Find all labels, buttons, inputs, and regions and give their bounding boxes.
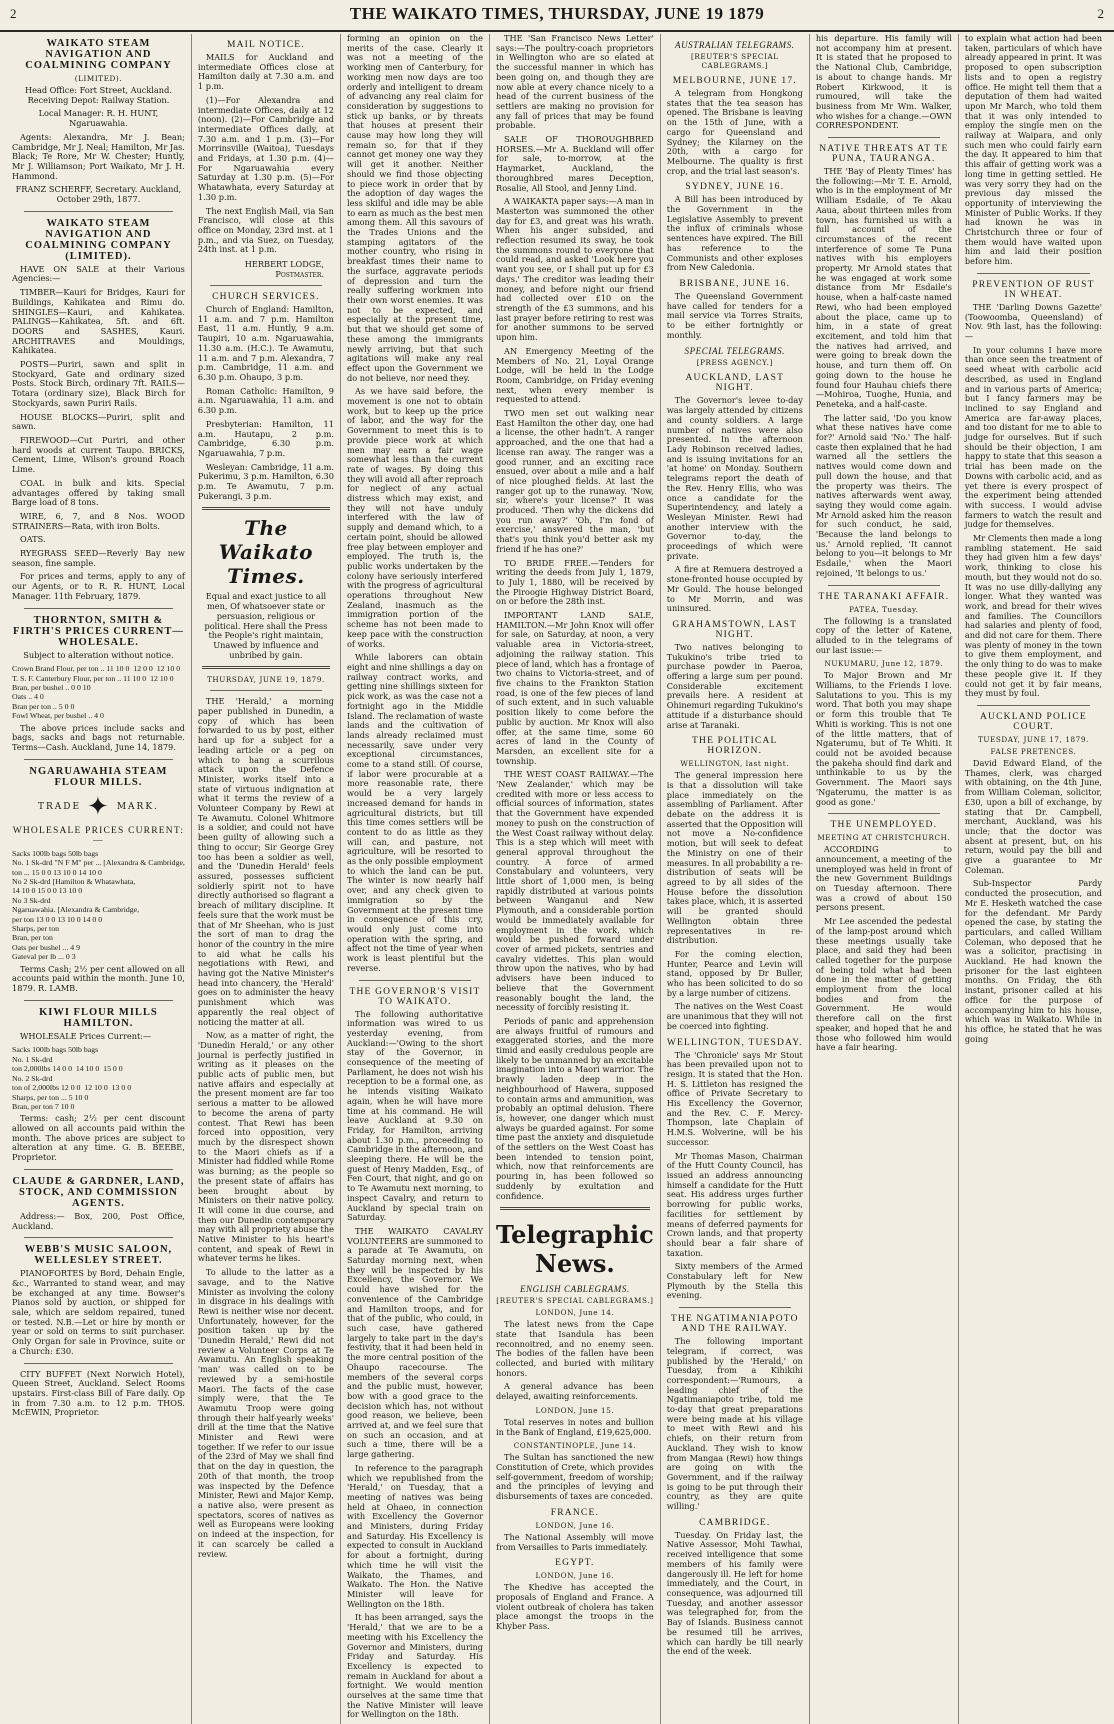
london-text-4: The Khedive has accepted the proposals of England and France. A violent outbreak of cholera has taken place amongst the troops in the Khyber Pass. — [496, 1582, 654, 1632]
special-telegrams-heading: SPECIAL TELEGRAMS. — [684, 346, 786, 357]
france-heading: FRANCE. — [550, 1507, 600, 1518]
thornton-prices: Crown Brand Flour, per ton .. 11 10 0 12 0 0 12 10 0 T. S. F. Canterbury Flour, per ton .. 11 10 0 12 10 0 Bran, per bushel .. 0 0 10 Oats .. 4 0 Bran per ton .. 5 0 0 Fowl Wheat, per bushel .. 4 0 — [12, 664, 181, 721]
local-para-9: Periods of panic and apprehension are always fruitful of rumours and exaggerated stories, and the more timid and easily credulous people are likely to be unmanned by an excitable imagination into a Maori warrior. The brawly laden deep in the neighbourhood of Hawera, supposed to contain arms and ammunition, was probably an optimal delusion. There is, however, one danger which must always be guarded against. For some time past the anxiety and disquietude of the settlers on the West Coast has been intended to tension point, which, now that reinforcements are pouring in, has been followed so suddenly by exultation and confidence. — [496, 1015, 654, 1201]
kiwi-intro: WHOLESALE Prices Current:— — [20, 1030, 152, 1041]
church-p3: Presbyterian: Hamilton, 11 a.m. Hautapu, 2 p.m. Cambridge, 6.30 p.m. Ngaruawahia, 7 p.m. — [197, 418, 334, 458]
brisbane-text: The Queensland Government have called for tenders for a mail service via Torres Straits, to be either fortnightly or monthly. — [666, 290, 803, 340]
sale-oats: OATS. — [20, 534, 46, 545]
secretary: FRANZ SCHERFF, Secretary. Auckland, October 29th, 1877. — [15, 184, 182, 205]
page-number-left: 2 — [10, 6, 17, 21]
columns — [6, 33, 1108, 1720]
governor-p1: The following authoritative information was wired to us yesterday evening, from Auckland:—'Owing to the short stay of the Governor, in consequence of the meeting of Parliament, he does not wish his reception to be a formal one, as he intends visiting Waikato again, when he will have more time at his command. He will leave Auckland at 9.30 on Friday, for Hamilton, arriving about 1.30 p.m., proceeding to Cambridge in the afternoon, and sleeping there. He will be the guest of Henry Madden, Esq., of Fen Court, that night, and go on to Te Awamutu next morning, to inspect Cavalry, and return to Auckland by special train on Saturday. — [346, 1008, 484, 1223]
mail-notice-p1: MAILS for Auckland and intermediate Offices close at Hamilton daily at 7.30 a.m. and 1 p.m. — [197, 52, 334, 92]
unemployed-continued: to explain what action had been taken, particulars of which have already appeared in print. It was proposed to open subscription lists and to open a registry office. He might tell them that a deputation of them had waited upon Mr March, who told them that it was only intended to employ the single men on the railway at Waipara, and only such men who could fairly earn the day. It appeared to him that this affair of getting work was a long time in getting settled. He was very sorry they had on the previous day missed the opportunity of interviewing the Minister of Public Works. If they had known he was in Christchurch three or four of them would have waited upon him and laid their position before him. — [964, 33, 1102, 267]
divider — [24, 608, 173, 609]
kiwi-prices: Sacks 100lb bags 50lb bags No. 1 Sk-drd ton 2,000lbs 14 0 0 14 10 0 15 0 0 No. 2 Sk-drd ton of 2,000lbs 12 0 0 12 10 0 13 0 0 Sharps, per ton ... 5 10 0 Bran, per ton 7 10 0 — [12, 1045, 132, 1111]
wellington-dateline: WELLINGTON, TUESDAY. — [666, 1037, 803, 1048]
kiwi-heading: KIWI FLOUR MILLS HAMILTON. — [39, 1006, 158, 1029]
divider — [24, 1363, 173, 1364]
sydney-dateline: SYDNEY, JUNE 16. — [685, 182, 785, 193]
ngaru-mills-heading: NGARUAWAHIA STEAM FLOUR MILLS. — [29, 765, 168, 788]
trademark-right: MARK. — [116, 801, 159, 812]
political-horizon-heading: THE POLITICAL HORIZON. — [692, 736, 778, 757]
trademark-emblem-icon: ✦ — [87, 791, 111, 822]
unemployed-heading: THE UNEMPLOYED. — [830, 820, 938, 831]
unemployed-subheading: MEETING AT CHRISTCHURCH. — [817, 833, 951, 843]
police-court-subheading: FALSE PRETENCES. — [990, 747, 1077, 756]
column-7 — [959, 34, 1108, 1724]
rust-text-2: In your columns I have more than once seen the treatment of seed wheat with carbolic acid described, as used in England and in various parts of America; but I fancy farmers may be inclined to say England and America are far-away places, and too distant for me to able to judge for ourselves. But if such should be their objection, I am happy to state that this season a trial has been made on the Downs with carbolic acid, and as yet there is every prospect of the experiment being attended with success. I would advise farmers to watch the result and judge for themselves. — [964, 344, 1102, 530]
taranaki-letter: To Major Brown and Mr Williams, to the Friends I love. Salutations to you. This is my word. That both you may shape or form this trouble that Te Whiti is working. This is not one of the little matters, that of Ngaterumu, but of Te Whiti. It could not be avoided because the pakeha should find dark and unthinkable to us by the Government. The Maori says 'Ngaterumu, the matter is as good as gone.' — [815, 670, 952, 807]
column-1 — [6, 34, 192, 1724]
melbourne-text: A telegram from Hongkong states that the tea season has opened. The Brisbane is leaving on the 15th of June, with a cargo for Queensland and Sydney; the Kilarney on the 20th, with a cargo for Melbourne. The quality is first crop, and the trial last season's. — [666, 88, 803, 176]
governor-p3: In reference to the paragraph which we republished from the 'Herald,' on Tuesday, that a meeting of natives was being held at Ohaeo, in connection with Excellency the Governor and Ministers, during Friday and Saturday. His Excellency is expected to consult in Auckland for about a fortnight, during which time he will visit the Waikato, the Thames, and Waikato. The Hon. the Native Minister will leave for Wellington on the 18th. — [346, 1462, 484, 1609]
editorial-p1: THE 'Herald,' a morning paper published in Dunedin, a copy of which has been forwarded to us by post, either hard up for a subject for a leading article or a peg on which to hang a scurrilous attack upon the Defence Minister, works itself into a state of virtuous indignation at what it terms the review of a Volunteer Company by Rewi at Te Awamutu. Colonel Whitmore is a soldier, and could not have been guilty of allowing such a thing to occur; Sir George Grey too has been a soldier as well, and the 'Dunedin Herald' feels assured, possesses sufficient soldierly spirit not to have directly authorised so flagrant a breach of military discipline. It feels sure that the work must be that of Mr Sheehan, who is just the sort of man to drag the honor of the country in the mire to aid what he calls his negotiations with Rewi, and having got the Native Minister's head into chancery, the 'Herald' goes on to administer the heavy punishment which was apparently the real object of noticing the matter at all. — [197, 696, 334, 1027]
english-cablegrams-heading: ENGLISH CABLEGRAMS. — [519, 1284, 630, 1295]
wellington-text: The 'Chronicle' says Mr Stout has been prevailed upon not to resign. It is stated that the Hon. H. S. Littleton has resigned the office of Private Secretary to His Excellency the Governor, and the Rev. C. F. Mercy-Thompson, late Chaplain of H.M.S. Wolverine, will be his successor. — [666, 1049, 803, 1147]
local-para-8: THE WEST COAST RAILWAY.—The 'New Zealander,' which may be credited with more or less access to official sources of information, states that the Government have expended money to push on the construction of the West Coast railway without delay. This is a step which will meet with general approval throughout the country. A force of armed Constabulary and volunteers, very little short of 1,000 men, is being rapidly distributed at various points between Wanganui and New Plymouth, and a considerable portion would be immediately available for employment in the work, which would be pushed forward under cover of armed pickets, sentries and cavalry videttes. This plan would throw upon the natives, who by had advisers have been induced to believe that the Government reasonably bought the land, the necessity of forcibly resisting it. — [496, 769, 654, 1013]
column-3 — [341, 34, 490, 1724]
divider — [24, 211, 173, 212]
auckland-text: The Governor's levee to-day was largely attended by citizens and county soldiers. A large number of natives were also presented. In the afternoon Lady Robinson received ladies, and is issuing invitations for an 'at home' on Monday. Southern telegrams report the death of the Rev. Henry Ellis, who was once a candidate for the Superintendency, and lately a Wesleyan Minister. Rewi had another interview with the Governor to-day, the proceedings of which were private. — [666, 395, 803, 561]
sale-posts: POSTS—Puriri, sawn and split in Stockyard, Gate and ordinary sized Posts. Stock Birch, ordinary 7ft. RAILS—Totara (ordinary size), Black Birch for Stockyards, sawn Puriri Rails. — [12, 359, 185, 408]
editorial-p4: forming an opinion on the merits of the case. Clearly it was not a meeting of the working men of Canterbury, for working men now days are too orderly and intelligent to dream of advancing any real claim for consideration by suggestions to stick up banks, or by threats that houses at present their cause may how long they will remain so, for that if they cannot get money one way they will get it another. Neither should we find those objecting to piece work in order that by the adoption of day wages the less skilful and idle may be able to earn as much as the best men among them. All this savours of the Trades Unions and the stamping agitators of the mother country, who rising in breakfast times their name to the surface, aggravate periods of depression and turn the really suffering workmen into their own worst enemies. It was not to be expected, and especially at the present time, but that we should get some of these among the immigrants newly arriving, but that such agitations will make any real effect upon the Government we do not believe, nor need they. — [346, 33, 484, 383]
claude-address: Address:— Box, 200, Post Office, Auckland. — [12, 1210, 185, 1231]
rust-text-3: Mr Clements then made a long rambling statement. He said they had given him a few days' work, thinking to close his mouth, but they would not do so. It was no use dilly-dallying any longer. What they wanted was work, and bread for their wives and families. The Councillors had salaries and plenty of food, and did not care for them. There was plenty of money in the town to give them employment, and the only thing to do was to make these people give it. If they could not get it by fair means, they must by foul. — [964, 533, 1102, 699]
unemployed-text: ACCORDING to announcement, a meeting of the unemployed was held in front of the new Government Buildings on Tuesday afternoon. There was a crowd of about 150 persons present. — [815, 844, 952, 913]
trademark-left: TRADE — [37, 801, 82, 812]
native-threats-text: THE 'Bay of Plenty Times' has the following:—Mr T. E. Arnold, who is in the employment of Mr William Esdaile, of Te Akau Aaua, about thirteen miles from town, has furnished us with a full account of the circumstances of the recent interference of some Te Puna natives with his employers property. Mr Arnold states that he was engaged at work some distance from Mr Esdaile's house, when a half-caste named Rewi, who had been employed about the place, came up to him, in a state of great excitement, and told him that the natives had arrived, and were going to break down the house, and turn them off. On going down to the house he found four Hauhau chiefs there—Mohiroa, Tuoghe, Hunia, and Peneteka, and a half-caste. — [815, 166, 952, 409]
sale-firewood: FIREWOOD—Cut Puriri, and other hard woods at current Taupo. BRICKS, Cement, Lime, Wilson's ground Roach Lime. — [12, 434, 185, 475]
cablegram-source: [REUTER'S SPECIAL CABLEGRAMS.] — [496, 1296, 654, 1306]
divider — [977, 705, 1090, 706]
mail-notice-signature: HERBERT LODGE, Postmaster. — [244, 259, 324, 280]
divider — [24, 759, 173, 760]
wellington-text-2: Mr Thomas Mason, Chairman of the Hutt County Council, has issued an address announcing himself a candidate for the Hutt seat. His address urges further borrowing for public works, facilities for settlement by means of deferred payments for Crown lands, and that property should bear a fair share of taxation. — [666, 1150, 803, 1258]
telegraphic-news-heading: Telegraphic News. — [496, 1220, 654, 1279]
divider — [24, 1169, 173, 1170]
divider — [202, 507, 330, 510]
thornton-heading: THORNTON, SMITH & FIRTH'S PRICES CURRENT—WHOLESALE. — [13, 614, 184, 648]
sale-intro: HAVE ON SALE at their Various Agencies:— — [12, 263, 185, 284]
grahamstown-dateline: GRAHAMSTOWN, LAST NIGHT. — [672, 619, 798, 640]
church-p1: Church of England: Hamilton, 11 a.m. and 7 p.m. Hamilton East, 11 a.m. Huntly, 9 a.m. Taupiri, 10 a.m. Ngaruawahia, 11.30 a.m. (H.C.). Te Awamutu, 11 a.m. and 7 p.m. Alexandra, 7 p.m. Cambridge, 11 a.m. and 6.30 p.m. Ohaupo, 3 p.m. — [197, 304, 334, 382]
church-p4: Wesleyan: Cambridge, 11 a.m. Pukerimu, 3 p.m. Hamilton, 6.30 p.m. Te Awamutu, 7 p.m. Pukerangi, 3 p.m. — [197, 461, 334, 501]
constantinople-text: The Sultan has sanctioned the new Constitution of Crete, which provides self-government, freedom of worship; and the principles of levying and disbursements of taxes are conceded. — [496, 1452, 654, 1502]
wholesale-heading: WHOLESALE PRICES CURRENT:— — [12, 825, 185, 846]
church-services-heading: CHURCH SERVICES. — [212, 292, 320, 303]
column-4 — [490, 34, 661, 1724]
brisbane-dateline: BRISBANE, JUNE 16. — [679, 278, 791, 289]
page-number-right: 2 — [1097, 6, 1104, 21]
sale-ryegrass: RYEGRASS SEED—Reverly Bay new season, fine sample. — [12, 548, 185, 568]
sale-coal: COAL in bulk and kits. Special advantages offered by taking small Barge load of 8 tons. — [12, 477, 185, 508]
governor-visit-heading: THE GOVERNOR'S VISIT TO WAIKATO. — [349, 986, 481, 1007]
governor-p2: THE WAIKATO CAVALRY VOLUNTEERS are summoned to a parade at Te Awamutu, on Saturday morning next, when they will be inspected by his Excellency, the Governor. We could have wished for the convenience of the Cambridge and Hamilton troops, and for that of the public, who could, in such case, have gathered largely to take part in the day's festivity, that it had been held in the more central position of the Ohaupo racecourse. The members of the several corps and the public must, however, bow with a good grace to the decision which has, not without good reason, we believe, been arrived at, and we feel sure that on such an occasion, and at such a time, there will be a large gathering. — [346, 1225, 484, 1460]
column-6 — [810, 34, 959, 1724]
political-dateline: WELLINGTON, last night. — [680, 759, 790, 769]
mail-notice-p3: The next English Mail, via San Francisco, will close at this office on Monday, 23rd inst. at 1 p.m., and via Suez, on Tuesday, 24th inst. at 1 p.m. — [197, 205, 334, 255]
london-text-1: The latest news from the Cape state that Isandula has been reconnoitred, and no enemy seen. The bodies of the fallen have been collected, and buried with military honors. — [496, 1319, 654, 1378]
divider — [210, 690, 322, 691]
editorial-dateline: THURSDAY, JUNE 19, 1879. — [206, 675, 325, 685]
editorial-p5: As we have said before, the movement is one not to obtain work, but to keep up the price of labor, and the way for the Government to meet this is to provide piece work at which men may earn a fair wage somewhat less than the current rate of wages. By doing this they will avoid all after reproach for neglect of any actual distress which may exist, and they will not have unduly interfered with the law of supply and demand which, to a certain point, should be allowed free play between employer and employed. The truth is, the public works undertaken by the colony have seriously interfered with the progress of agricultural operations throughout New Zealand, inasmuch as the immigration portion of the scheme has not been made to keep pace with the construction of works. — [346, 386, 484, 649]
london-text-1b: A general advance has been delayed, awaiting reinforcements. — [496, 1381, 654, 1402]
steam-company-heading: WAIKATO STEAM NAVIGATION AND COALMINING COMPANY — [25, 38, 172, 71]
governor-p4: It has been arranged, says the 'Herald,' that we are to be a meeting with his Excellency the Governor and Ministers, during Friday and Saturday. His Excellency is expected to remain in Auckland for about a fortnight. We would mention ourselves at the same time that the Native Minister will leave for Wellington on the 18th. — [346, 1612, 484, 1720]
native-threats-heading: NATIVE THREATS AT TE PUNA, TAURANGA. — [819, 144, 949, 165]
claude-heading: CLAUDE & GARDNER, LAND, STOCK, AND COMMISSION AGENTS. — [12, 1175, 185, 1209]
column-2 — [192, 34, 341, 1724]
divider — [977, 273, 1090, 274]
sale-timber: TIMBER—Kauri for Bridges, Kauri for Buildings, Kahikatea and Rimu do. SHINGLES—Kauri, and Kahikatea. PALINGS—Kahikatea, 5ft. and 6ft. DOORS and SASHES, Kauri. ARCHITRAVES and Mouldings, Kahikatea. — [12, 287, 185, 356]
divider — [359, 980, 471, 981]
local-para-3: A WAIKAKTA paper says:—A man in Masterton was summoned the other day for £3, and great was his wrath. When his anger subsided, and reflection resumed its sway, he took the summons round to everyone that could read, and asked 'Look here you want you see, or I shall put up for £3 days.' The creditor was leading their money, and before night our friend had collected over £10 on the strength of the £3 summons, and his last prayer before retiring to rest was for another summons to be served upon him. — [496, 196, 654, 343]
head-office: Head Office: Fort Street, Auckland. Receiving Depot: Railway Station. — [24, 85, 172, 105]
native-threats-text-2: The latter said, 'Do you know what these natives have come for?' Arnold said 'No.' The half-caste then explained that he had warned all the settlers the natives would come down and pull down the house, and that the property was theirs. The natives afterwards went away, saying they would come again. Mr Arnold asked him the reason for such conduct, he said, 'Because the land belongs to us.' Arnold replied, 'It cannot belong to you—it belongs to Mr Esdaile,' when the Maori rejoined, 'It belongs to us.' — [815, 412, 952, 578]
police-court-date: TUESDAY, JUNE 17, 1879. — [977, 735, 1089, 744]
taranaki-letter-date: NUKUMARU, June 12, 1879. — [824, 659, 944, 669]
editorial-p6: While laborers can obtain eight and nine shillings a day on railway contract works, and getting nine shillings sixteen for pick work, as was the case not a fortnight ago in the Middle Island. The reclamation of waste lands and the cultivation of lands already reclaimed must necessarily, save under very exceptional circumstances, come to a stand still. Of course, if labor were procurable at a more reasonable rate, there would be a very largely increased demand for hands in agricultural districts, but till this time comes settlers will be content to do as little as they will can, and pasture, not agriculture, will be resorted to as the only possible employment to which the land can be put. The winter is now nearly half over, and any check given to immigration so by the Government at the present time in consequence of this cry, would only just come into operation with the spring, and affect not the time of year when work is least plentiful but the reverse. — [346, 652, 484, 973]
sale-prices: For prices and terms, apply to any of our Agents, or to R. R. HUNT, Local Manager. 11th February, 1879. — [12, 571, 185, 601]
taranaki-affair-heading: THE TARANAKI AFFAIR. — [818, 591, 950, 602]
divider — [828, 813, 940, 814]
mail-notice-heading: MAIL NOTICE. — [226, 40, 305, 50]
constantinople-dateline: CONSTANTINOPLE, June 14. — [513, 1441, 637, 1451]
taranaki-text: The following is a translated copy of the letter of Katene, alluded to in the telegrams of our last issue:— — [815, 615, 952, 655]
editorial-p2: Now, as a matter of right, the 'Dunedin Herald,' or any other journal is perfectly justified in writing as it pleases on the public acts of public men, but native affairs and especially at the present moment are far too serious a matter to be allowed to become the arena of party contest. That Rewi has been forced into opposition, very much by the disrespect shown to the Maori chiefs as if a Minister had fiddled while Rome was burning; as the people so the present state of affairs has been brought about by Ministers on their native policy. It will come in due course, and then our Dunedin contemporary may with all propriety abuse the Native Minister to his heart's content, and speak of Rewi in whatever terms he likes. — [197, 1030, 334, 1264]
divider — [24, 1237, 173, 1238]
ngatimaniapoto-heading: THE NGATIMANIAPOTO AND THE RAILWAY. — [670, 1314, 799, 1335]
divider — [24, 1000, 173, 1001]
agents-list: Agents: Alexandra, Mr J. Bean; Cambridge, Mr J. Neal; Hamilton, Mr Jas. Black; Te Rore, Mr W. Chester; Huntly, Mr J. Williamson; Port Waikato, Mr J. H. Hammond. — [12, 131, 185, 181]
police-court-text: David Edward Eland, of the Thames, clerk, was charged with obtaining, on the 4th June, from William Coleman, solicitor, £30, upon a bill of exchange, by stating that Dr. Campbell, merchant, Auckland, was his uncle; that the doctor was absent at present, but, on his return, would pay the bill and give a guarantee to Mr Coleman. — [964, 758, 1102, 875]
divider — [500, 1207, 650, 1210]
auckland-text-2: A fire at Remuera destroyed a stone-fronted house occupied by Mr Gould. The house belonged to Mr Morrin, and was uninsured. — [666, 564, 803, 614]
london-dateline-2: LONDON, June 15. — [535, 1405, 615, 1415]
wellington-text-3: Sixty members of the Armed Constabulary left for New Plymouth by the Stella this evening. — [666, 1261, 803, 1301]
sale-house: HOUSE BLOCKS—Puriri, split and sawn. — [12, 411, 185, 432]
local-para-6: TO BRIDE FREE.—Tenders for writing the deeds from July 1, 1879, to July 1, 1880, will be received by the Piroogie Highway District Board, on or before the 28th inst. — [496, 557, 654, 607]
local-para-4: AN Emergency Meeting of the Members of No. 21, Loyal Orange Lodge, will be held in the Lodge Room, Cambridge, on Friday evening next, when every member is requested to attend. — [496, 345, 654, 405]
melbourne-dateline: MELBOURNE, JUNE 17. — [672, 76, 797, 86]
unemployed-text-2: Mr Lee ascended the pedestal of the lamp-post around which these meetings usually take place, and said they had been called together for the purpose of being told what had been done in the matter of getting employment from the local bodies and from the Government. He would therefore call on the first speaker, and hoped that he and those who followed him would have a fair hearing. — [815, 916, 952, 1053]
local-para-2: SALE OF THOROUGHBRED HORSES.—Mr A. Buckland will offer for sale, to-morrow, at the Haymarket, Auckland, the thoroughbred mares Deception, Rosalie, All Stool, and Jenny Lind. — [496, 134, 654, 193]
australian-source: [REUTER'S SPECIAL CABLEGRAMS.] — [690, 52, 779, 70]
grahamstown-text: Two natives belonging to Tukukino's tribe tried to purchase powder in Paeroa, offering a large sum per pound. Considerable excitement prevails here. A resident at Ohinemuri regarding Tukukino's attitude if a disturbance should arise at Taranaki. — [666, 641, 803, 730]
london-dateline-4: LONDON, June 16. — [535, 1571, 615, 1581]
column-5 — [661, 34, 810, 1724]
political-text: The general impression here is that a dissolution will take place immediately on the assembling of Parliament. After debate on the address it is asserted that the Opposition will not move a No-confidence motion, but will seek to defeat the Ministry on one of their measures. In all probability a re-distribution of seats will be agreed to by all sides of the House before the dissolution takes place, which, it is asserted will be granted should Wellington obtain three representatives in re-distribution. — [666, 770, 803, 946]
divider — [828, 137, 940, 138]
divider — [828, 585, 940, 586]
nameplate-motto: Equal and exact justice to all men, Of whatsoever state or persuasion, religious or political. Here shall the Press the People's right maintain, Unawed by influence and unbribed by gain. — [204, 591, 328, 660]
special-source: [PRESS AGENCY.] — [696, 358, 773, 368]
london-text-2: Total reserves in notes and bullion in the Bank of England, £19,625,000. — [496, 1416, 654, 1437]
rust-text: THE 'Darling Downs Gazette' (Toowoomba, Queensland) of Nov. 9th last, has the following:— — [964, 301, 1102, 341]
mail-notice-p2: (1)—For Alexandra and intermediate Offices, daily at 12 (noon). (2)—For Cambridge and intermediate Offices daily, at 7.30 a.m. and 1 p.m. (3)—For Morrinsville (Waitoa), Tuesdays and Fridays, at 1.30 p.m. (4)—For Ngaruawahia every Saturday at 1.30 p.m. (5)—For Whatawhata, every Saturday at 1.30 p.m. — [197, 94, 334, 202]
cambridge-text: Tuesday. On Friday last, the Native Assessor, Mohi Tawhai, received intelligence that some members of his family were dangerously ill. He left for home immediately, and the Court, in consequence, was adjourned till Tuesday, and another assessor was telegraphed for, from the Bay of Islands. Business cannot be resumed till he arrives, which can hardly be till nearly the end of the week. — [666, 1529, 803, 1657]
political-text-3: The natives on the West Coast are unanimous that they will not be coerced into fighting. — [666, 1001, 803, 1031]
cambridge-continued: his departure. His family will not accompany him at present. It is stated that he proposed to the National Club, Cambridge, is about to change hands. Mr Robert Kirkwood, it is rumoured, will take the business from Mr Wm. Walker, who wishes for a change.—OWN CORRESPONDENT. — [815, 33, 952, 131]
local-manager: Local Manager: R. H. HUNT, Ngaruawahia. — [38, 108, 159, 129]
cambridge-heading: CAMBRIDGE. — [699, 1517, 771, 1528]
police-court-heading: AUCKLAND POLICE COURT. — [979, 712, 1087, 732]
church-p2: Roman Catholic: Hamilton, 9 a.m. Ngaruawahia, 11 a.m. and 6.30 p.m. — [197, 385, 334, 416]
trademark — [12, 791, 185, 822]
sydney-text: A Bill has been introduced by the Government in the Legislative Assembly to prevent the influx of criminals whose sentences have expired. The Bill has reference to the Communists and other exploses from New Caledonia. — [666, 194, 803, 273]
auckland-dateline: AUCKLAND, LAST NIGHT. — [685, 373, 785, 394]
police-court-text-2: Sub-Inspector Pardy conducted the prosecution, and Mr E. Hesketh watched the case for the defendant. Mr Pardy opened the case, by stating the particulars, and called William Coleman, who deposed that he was a solicitor, practising in Auckland. He had known the prisoner for the last eighteen months. On Friday, the 6th instant, prisoner called at his office for the purpose of accompanying him to his house, which was in Waikato. While in his office, he stated that he was going — [964, 878, 1102, 1044]
sale-wire: WIRE, 6, 7, and 8 Nos. WOOD STRAINERS—Rata, with iron Bolts. — [12, 510, 185, 531]
local-para-5: TWO men set out walking near East Hamilton the other day, one had a license, the other hadn't. A ranger approached, and the one that had a license ran away. The ranger was a good runner, and an exciting race ensued, over about a mile and a half of nice ploughed fields. At last the ranger got up to the runaway. 'Now, sir, where's your license?' It was produced. 'Then why the dickens did you run away?' 'Oh, I'm fond of exercise,' answered the man, 'but that's you think you'd better ask my friend if he has one?' — [496, 408, 654, 554]
thornton-note: Subject to alteration without notice. — [23, 649, 174, 660]
steam-company-sub: (LIMITED). — [74, 74, 123, 83]
divider — [202, 666, 330, 669]
local-para-1: THE 'San Francisco News Letter' says:—The poultry-coach proprietors in Wellington who are so elated at the successful manner in which has been going on, and though they are now able at every chance nicely to a head of the current business of the settlers are making no provision for any fall of prices that may be found probable. — [496, 33, 654, 131]
masthead — [0, 0, 1114, 32]
editorial-p3: To allude to the latter as a savage, and to the Native Minister as involving the colony in disgrace in his dealings with Rewi is neither wise nor decent. Unfortunately, however, for the position taken up by the 'Dunedin Herald,' Rewi did not review a Volunteer Corps at Te Awamutu. An English speaking 'man' was called on to be reviewed by a semi-hostile Maori. The facts of the case simply were, that the Te Awamutu Troop were going through their half-yearly weeks' drill at the time that the Native Minister and Rewi were together. If we refer to our issue of the 23rd of May we shall find that on the day in question, the 20th of that month, the troop was inspected by the Defence Minister, Rewi and Major Kemp, a native also, were present as spectators, scores of natives as well as Europeans were looking on indeed at the inspection, for it can scarcely be called a review. — [197, 1267, 334, 1559]
wholesale-prices: Sacks 100lb bags 50lb bags No. 1 Sk-drd "N F M" per ... [Alexandra & Cambridge, ton ... 15 0 0 13 10 0 14 10 0 No 2 Sk-drd [Hamilton & Whatawhata, 14 10 0 15 0 0 13 10 0 No 3 Sk-drd Ngaruawahia. [Alexandra & Cambridge, per ton 13 0 0 13 10 0 14 0 0 Sharps, per ton Bran, per ton Oats per bushel ... 4 9 Gateval per lb ... 0 3 — [12, 848, 185, 962]
kiwi-terms: Terms: cash; 2½ per cent discount allowed on all accounts paid within the month. The above prices are subject to alteration at any time. G. B. BEEBE, Proprietor. — [12, 1113, 185, 1163]
london-dateline-1: LONDON, June 14. — [535, 1308, 615, 1318]
city-buffet: CITY BUFFET (Next Norwich Hotel), Queen Street, Auckland. Select Rooms upstairs. First-class Bill of Fare daily. Op in from 7.30 a.m. to 12 p.m. THOS. McEWIN, Proprietor. — [12, 1368, 185, 1418]
egypt-heading: EGYPT. — [555, 1558, 595, 1569]
london-text-3: The National Assembly will move from Versailles to Paris immediately. — [496, 1531, 654, 1552]
webb-text: PIANOFORTES by Bord, Dehain Engle, &c., Warranted to stand wear, and may be exchanged at any time. Bowser's Pianos sold by auction, or shipped for sale, which are seldom repaired, tuned or tested. N.B.—Let or hire by month or year or sold on terms to suit purchaser. Only Organ for sale in Province, suite or a Church: £30. — [12, 1268, 185, 1356]
masthead-title: THE WAIKATO TIMES, THURSDAY, JUNE 19 1879 — [349, 4, 765, 23]
local-para-7: IMPORTANT LAND SALE, HAMILTON.—Mr John Knox will offer for sale, on Saturday, at noon, a very valuable area in Victoria-street, adjoining the railway station. This piece of land, which has a frontage of two chains to Victoria-street, and of five chains to the Frankton Station road, is one of the few pieces of land of such extent, and in such valuable position likely to come before the public by auction. Mr Knox will also offer, at the same time, some 60 acres of land in the County of Marsden, an excellent site for a township. — [496, 610, 654, 766]
webb-heading: WEBB'S MUSIC SALOON, WELLESLEY STREET. — [24, 1244, 173, 1267]
london-dateline-3: LONDON, June 16. — [535, 1520, 615, 1530]
political-text-2: For the coming election, Hunter, Pearce and Levin will stand, opposed by Dr Buller, who has been solicited to do so by a large number of citizens. — [666, 948, 803, 998]
sale-company-heading: WAIKATO STEAM NAVIGATION AND COALMINING COMPANY (LIMITED). — [25, 217, 172, 262]
wholesale-terms: Terms Cash; 2½ per cent allowed on all accounts paid within the month. June 10, 1879. R. LAMB. — [12, 963, 185, 994]
divider — [210, 285, 322, 286]
rust-prevention-heading: PREVENTION OF RUST IN WHEAT. — [972, 279, 1095, 300]
taranaki-dateline: PATEA, Tuesday. — [849, 604, 919, 614]
ngatimaniapoto-text: The following important telegram, if correct, was published by the 'Herald,' on Tuesday, from a Kihikihi correspondent:—'Rumours, a leading chief of the Ngatimaniapoto tribe, told me to-day that great preparations were being made at his village to meet with Rewi and his chiefs, on their return from Auckland. They wish to know from Mangaa (Rewi) how things are going on with the Government, and if the railway is going to be put through their country, as they are quite willing.' — [666, 1336, 803, 1512]
thornton-footer: The above prices include sacks and bags, sacks and bags not returnable. Terms—Cash. Auckland, June 14, 1879. — [12, 722, 185, 753]
newspaper-nameplate: The Waikato Times. — [218, 516, 314, 589]
australian-telegrams-heading: AUSTRALIAN TELEGRAMS. — [674, 40, 795, 50]
divider — [679, 1307, 791, 1308]
